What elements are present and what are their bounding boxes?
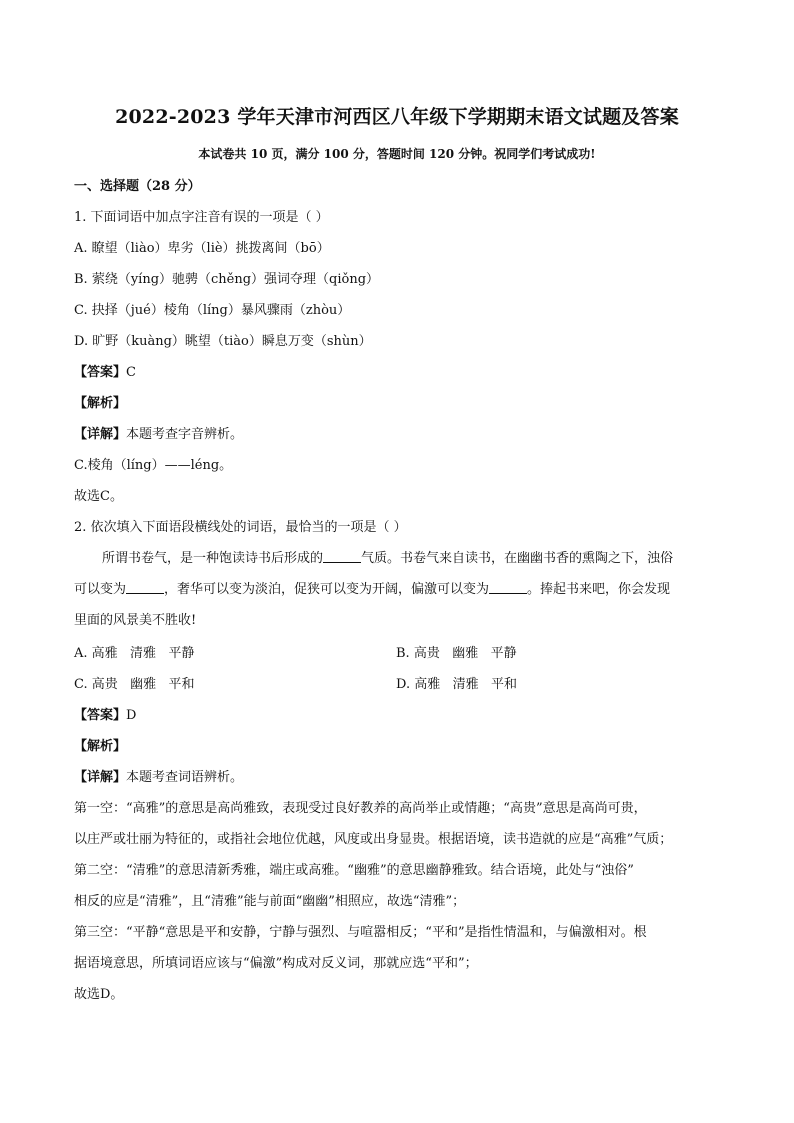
detail-tag: 【详解】: [74, 770, 127, 785]
detail-text: 本题考查字音辨析。: [126, 427, 244, 442]
q2-explain-line: 据语境意思，所填词语应该与“偏激”构成对反义词，那就应选“平和”；: [74, 956, 478, 971]
passage-text: ，奢华可以变为淡泊，促狭可以变为开阔，偏激可以变为: [164, 582, 490, 597]
blank-line-3: [489, 581, 527, 594]
q2-conclusion: 故选D。: [74, 987, 124, 1002]
q2-answer: [74, 707, 136, 725]
q1-option-d: D. 旷野（kuàng）眺望（tiào）瞬息万变（shùn）: [74, 334, 372, 349]
section-heading: 一、选择题（28 分）: [74, 179, 201, 194]
q2-explain-line: 第二空：“清雅”的意思清新秀雅，端庄或高雅。“幽雅”的意思幽静雅致。结合语境，此处与“浊俗”: [74, 863, 634, 878]
passage-text: 可以变为: [74, 582, 127, 597]
q2-explain-line: 第三空：“平静“意思是平和安静，宁静与强烈、与喧嚣相反；“平和”是指性情温和，与偏激相对。根: [74, 925, 647, 940]
passage-text: 气质。书卷气来自读书，在幽幽书香的熏陶之下，浊俗: [361, 551, 674, 566]
q1-analysis-tag: 【解析】: [74, 396, 127, 411]
passage-text: 所谓书卷气，是一种饱读诗书后形成的: [102, 551, 324, 566]
q2-explain-line: 相反的应是“清雅”，且“清雅”能与前面“幽幽”相照应，故选“清雅”；: [74, 894, 466, 909]
blank-line-1: [323, 550, 361, 563]
q1-stem: 1. 下面词语中加点字注音有误的一项是（ ）: [74, 210, 329, 225]
q2-analysis-tag: 【解析】: [74, 739, 127, 754]
page-subtitle: 本试卷共 10 页，满分 100 分，答题时间 120 分钟。祝同学们考试成功!: [198, 147, 596, 161]
q1-detail: [74, 426, 243, 444]
q1-option-b: B. 萦绕（yíng）驰骋（chěng）强词夺理（qiǒng）: [74, 272, 380, 287]
q1-answer: [74, 364, 136, 382]
q1-option-c: C. 抉择（jué）棱角（líng）暴风骤雨（zhòu）: [74, 303, 351, 318]
q2-option-d: D. 高雅 清雅 平和: [396, 677, 518, 692]
detail-tag: 【详解】: [74, 427, 127, 442]
answer-value: D: [126, 708, 137, 723]
q2-stem: 2. 依次填入下面语段横线处的词语，最恰当的一项是（ ）: [74, 520, 407, 535]
q1-conclusion: 故选C。: [74, 489, 123, 504]
q2-option-a: A. 高雅 清雅 平静: [74, 646, 195, 661]
q2-explain-line: 第一空：“高雅”的意思是高尚雅致，表现受过良好教养的高尚举止或情趣；“高贵”意思是高尚可贵，: [74, 801, 647, 816]
q2-passage-line-2: [74, 581, 670, 599]
q2-explain-line: 以庄严或壮丽为特征的，或指社会地位优越，风度或出身显贵。根据语境，读书造就的应是“高雅”气质；: [74, 832, 673, 847]
page-title: 2022-2023 学年天津市河西区八年级下学期期末语文试题及答案: [115, 106, 679, 128]
q2-passage-line-1: [102, 550, 673, 568]
q2-passage-line-3: 里面的风景美不胜收!: [74, 613, 197, 628]
q2-option-b: B. 高贵 幽雅 平静: [396, 646, 517, 661]
answer-tag: 【答案】: [74, 365, 127, 380]
answer-tag: 【答案】: [74, 708, 127, 723]
q1-option-a: A. 瞭望（liào）卑劣（liè）挑拨离间（bō）: [74, 241, 330, 256]
blank-line-2: [126, 581, 164, 594]
answer-value: C: [126, 365, 136, 380]
q1-explain: C.棱角（líng）——léng。: [74, 458, 233, 473]
detail-text: 本题考查词语辨析。: [126, 770, 244, 785]
q2-option-c: C. 高贵 幽雅 平和: [74, 677, 195, 692]
passage-text: 。捧起书来吧，你会发现: [527, 582, 671, 597]
q2-detail: [74, 769, 243, 787]
